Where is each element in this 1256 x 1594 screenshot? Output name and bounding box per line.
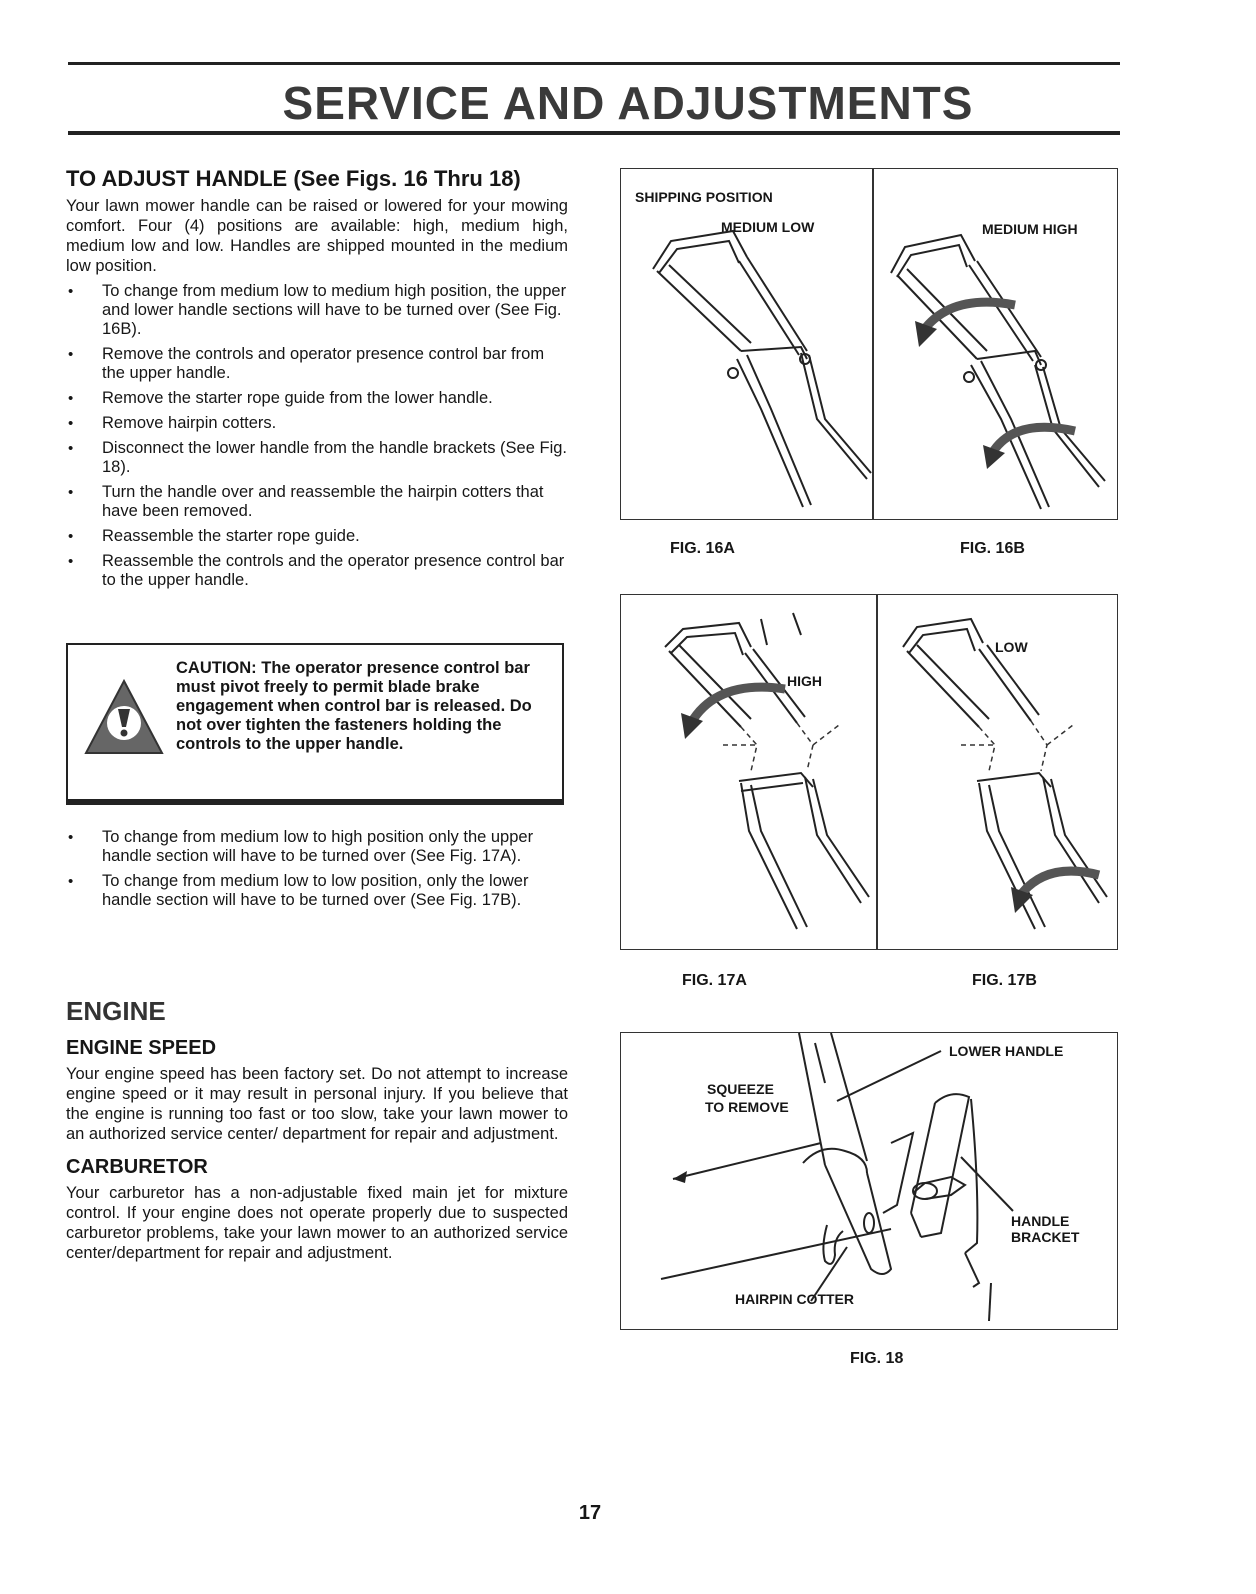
- fig-17a-label: FIG. 17A: [682, 972, 747, 989]
- to-remove-label: TO REMOVE: [705, 1099, 789, 1115]
- list-item: • To change from medium low to medium high position, the upper and lower handle sections will have to be turned over (See Fig. 16B).: [66, 282, 568, 339]
- high-label: HIGH: [787, 673, 822, 689]
- fig-16a-label: FIG. 16A: [670, 540, 735, 557]
- fig-17b-label: FIG. 17B: [972, 972, 1037, 989]
- list-item: • To change from medium low to low position, only the lower handle section will have to be turned over (See Fig. 17B).: [66, 872, 568, 910]
- engine-speed-text: Your engine speed has been factory set. Do not attempt to increase engine speed or it may result in personal injury. If you believe that the engine is running too fast or too slow, take your lawn mower to an authorized service center/ department for repair and adjustment.: [66, 1065, 568, 1143]
- warning-icon: [82, 677, 166, 757]
- page-number: 17: [578, 1502, 602, 1524]
- figure-16: [620, 168, 1118, 520]
- fig-16b-label: FIG. 16B: [960, 540, 1025, 557]
- figure-18: [620, 1032, 1118, 1330]
- medium-low-label: MEDIUM LOW: [721, 219, 815, 235]
- fig-18-label: FIG. 18: [850, 1350, 904, 1367]
- engine-section: [66, 996, 568, 1269]
- more-steps-list: [66, 828, 568, 910]
- caution-box: [66, 643, 564, 805]
- handle-diagram-16: [621, 169, 1117, 519]
- low-label: LOW: [995, 639, 1028, 655]
- figure-17: [620, 594, 1118, 950]
- carburetor-text: Your carburetor has a non-adjustable fixed main jet for mixture control. If your engine does not operate properly due to suspected carburetor problems, take your lawn mower to an authorized service center/department for repair and adjustment.: [66, 1184, 568, 1262]
- page-title: SERVICE AND ADJUSTMENTS: [282, 77, 974, 129]
- list-item: • To change from medium low to high position only the upper handle section will have to be turned over (See Fig. 17A).: [66, 828, 568, 866]
- adjust-handle-heading: TO ADJUST HANDLE (See Figs. 16 Thru 18): [66, 166, 521, 191]
- handle-label: HANDLE: [1011, 1213, 1070, 1229]
- engine-heading: ENGINE: [66, 996, 166, 1026]
- list-item: • Remove hairpin cotters.: [66, 414, 568, 433]
- adjust-handle-intro: Your lawn mower handle can be raised or lowered for your mowing comfort. Four (4) positions are available: high, medium high, medium low and low. Handles are shipped mounted in the medium low position.: [66, 197, 568, 275]
- list-item: • Turn the handle over and reassemble the hairpin cotters that have been removed.: [66, 483, 568, 521]
- adjust-handle-steps: [66, 282, 568, 590]
- list-item: • Reassemble the starter rope guide.: [66, 527, 568, 546]
- bracket-label: BRACKET: [1011, 1229, 1080, 1245]
- list-item: • Remove the starter rope guide from the lower handle.: [66, 389, 568, 408]
- squeeze-label: SQUEEZE: [707, 1081, 774, 1097]
- adjust-handle-section: [66, 166, 568, 596]
- bracket-diagram-18: [621, 1033, 1117, 1329]
- engine-speed-heading: ENGINE SPEED: [66, 1037, 217, 1059]
- caution-text: CAUTION: The operator presence control bar must pivot freely to permit blade brake engagement when control bar is released. Do not over tighten the fasteners holding the controls to the upper handle.: [176, 659, 532, 753]
- carburetor-heading: CARBURETOR: [66, 1156, 208, 1178]
- more-steps-section: [66, 828, 568, 916]
- hairpin-cotter-label: HAIRPIN COTTER: [735, 1291, 854, 1307]
- top-rule: [68, 62, 1120, 65]
- handle-diagram-17: [621, 595, 1117, 949]
- medium-high-label: MEDIUM HIGH: [982, 221, 1078, 237]
- lower-handle-label: LOWER HANDLE: [949, 1043, 1064, 1059]
- list-item: • Disconnect the lower handle from the handle brackets (See Fig. 18).: [66, 439, 568, 477]
- shipping-position-label: SHIPPING POSITION: [635, 189, 773, 205]
- list-item: • Reassemble the controls and the operator presence control bar to the upper handle.: [66, 552, 568, 590]
- title-underline: [68, 131, 1120, 135]
- list-item: • Remove the controls and operator presence control bar from the upper handle.: [66, 345, 568, 383]
